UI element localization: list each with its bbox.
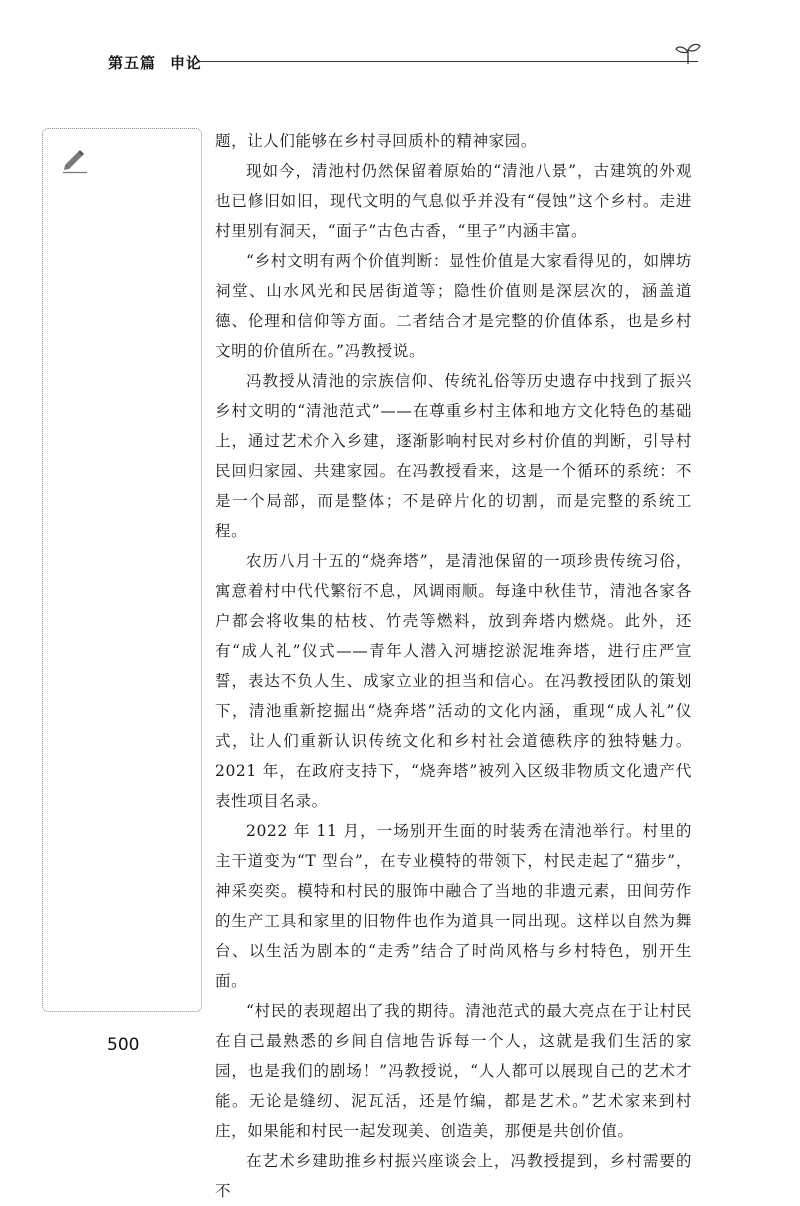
header-part: 第五篇 [108, 54, 157, 72]
paragraph: 农历八月十五的“烧奔塔”，是清池保留的一项珍贵传统习俗，寓意着村中代代繁衍不息，风调雨顺。每逢中秋佳节，清池各家各户都会将收集的枯枝、竹壳等燃料，放到奔塔内燃烧。此外，还有“成人礼”仪式——青年人潜入河塘挖淤泥堆奔塔，进行庄严宣誓，表达不负人生、成家立业的担当和信心。在冯教授团队的策划下，清池重新挖掘出“烧奔塔”活动的文化内涵，重现“成人礼”仪式，让人们重新认识传统文化和乡村社会道德秩序的独特魅力。2021 年，在政府支持下，“烧奔塔”被列入区级非物质文化遗产代表性项目名录。 [215, 552, 692, 810]
page-number: 500 [107, 1035, 140, 1055]
paragraph: “乡村文明有两个价值判断：显性价值是大家看得见的，如牌坊祠堂、山水风光和民居街道等；隐性价值则是深层次的，涵盖道德、伦理和信仰等方面。二者结合才是完整的价值体系，也是乡村文明的价值所在。”冯教授说。 [215, 252, 692, 360]
running-header [108, 50, 698, 74]
paragraph: 在艺术乡建助推乡村振兴座谈会上，冯教授提到，乡村需要的不 [215, 1152, 692, 1200]
pencil-icon [59, 145, 89, 175]
paragraph: “村民的表现超出了我的期待。清池范式的最大亮点在于让村民在自己最熟悉的乡间自信地告诉每一个人，这就是我们生活的家园，也是我们的剧场！”冯教授说，“人人都可以展现自己的艺术才能。无论是缝纫、泥瓦活，还是竹编，都是艺术。”艺术家来到村庄，如果能和村民一起发现美、创造美，那便是共创价值。 [215, 1002, 692, 1140]
paragraph: 现如今，清池村仍然保留着原始的“清池八景”，古建筑的外观也已修旧如旧，现代文明的气息似乎并没有“侵蚀”这个乡村。走进村里别有洞天，“面子”古色古香，“里子”内涵丰富。 [215, 162, 692, 240]
notes-sidebar [42, 128, 202, 1012]
paragraph: 2022 年 11 月，一场别开生面的时装秀在清池举行。村里的主干道变为“T 型台”，在专业模特的带领下，村民走起了“猫步”，神采奕奕。模特和村民的服饰中融合了当地的非遗元素，田间劳作的生产工具和家里的旧物件也作为道具一同出现。这样以自然为舞台、以生活为剧本的“走秀”结合了时尚风格与乡村特色，别开生面。 [215, 822, 692, 990]
header-rule [198, 61, 698, 62]
paragraph: 冯教授从清池的宗族信仰、传统礼俗等历史遗存中找到了振兴乡村文明的“清池范式”——在尊重乡村主体和地方文化特色的基础上，通过艺术介入乡建，逐渐影响村民对乡村价值的判断，引导村民回归家园、共建家园。在冯教授看来，这是一个循环的系统：不是一个局部，而是整体；不是碎片化的切割，而是完整的系统工程。 [215, 372, 692, 540]
article-body [215, 126, 692, 1206]
header-section: 申论 [170, 54, 203, 72]
paragraph: 题，让人们能够在乡村寻回质朴的精神家园。 [215, 132, 538, 150]
header-label [108, 52, 202, 73]
sprout-icon [674, 42, 702, 66]
